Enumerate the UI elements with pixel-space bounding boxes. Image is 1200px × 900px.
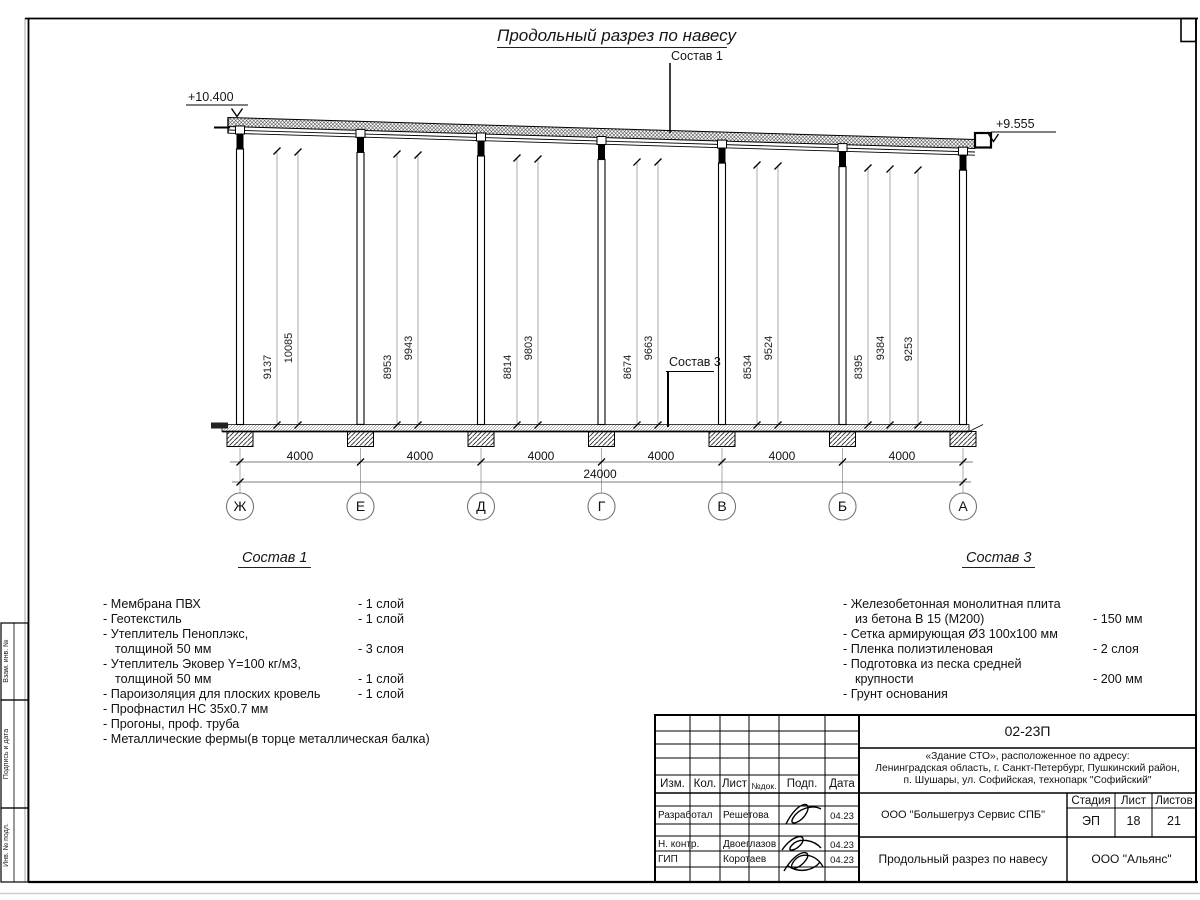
axis-label: Г: [597, 498, 606, 514]
staff-role: Разработал: [658, 810, 713, 821]
callout-sostav3: Состав 3: [669, 355, 721, 369]
list-item: - Утеплитель Пеноплэкс,: [103, 627, 249, 641]
callout-sostav1: Состав 1: [671, 49, 723, 63]
col-ndok: №док.: [751, 781, 777, 791]
vdim-value: 9384: [875, 335, 887, 361]
sostav3-title: Состав 3: [962, 550, 1035, 568]
col-data: Дата: [829, 778, 855, 790]
staff-name: Решетова: [723, 810, 769, 821]
axis-label: Д: [476, 498, 486, 514]
vdim-value: 9663: [643, 335, 655, 361]
list-item: толщиной 50 мм - 1 слой: [115, 672, 405, 686]
list-item: толщиной 50 мм - 3 слоя: [115, 642, 404, 656]
sheets-value: 21: [1167, 814, 1181, 828]
margin-label: Взам. инв. №: [3, 639, 10, 683]
staff-name: Коротаев: [723, 854, 767, 865]
sheet-label: Лист: [1121, 795, 1146, 807]
col-izm: Изм.: [660, 778, 685, 790]
vdim-value: 9803: [523, 335, 535, 361]
signatures: [782, 805, 823, 871]
vdim-value: 8814: [502, 354, 514, 380]
list-item: - Прогоны, проф. труба: [103, 717, 240, 731]
project-line: «Здание СТО», расположенное по адресу:: [925, 751, 1130, 762]
total-dim: 24000: [583, 467, 617, 481]
sheet-title: Продольный разрез по навесу: [878, 852, 1048, 866]
bay-dim: 4000: [406, 449, 434, 463]
axis-label: В: [717, 498, 727, 514]
list-item: - Сетка армирующая Ø3 100х100 мм: [843, 627, 1058, 641]
list-item: - Пароизоляция для плоских кровель - 1 слой: [103, 687, 405, 701]
col-podp: Подп.: [786, 778, 818, 790]
col-kol: Кол.: [693, 778, 717, 790]
list-item: - Грунт основания: [843, 687, 948, 701]
vdim-value: 9137: [262, 354, 274, 380]
list-item: - Мембрана ПВХ - 1 слой: [103, 597, 405, 611]
staff-date: 04.23: [830, 840, 854, 851]
callout-leaders: [666, 63, 714, 427]
bay-dim: 4000: [888, 449, 916, 463]
project-line: Ленинградская область, г. Санкт-Петербург, Пушкинский район,: [875, 763, 1180, 774]
staff-role: Н. контр.: [658, 839, 700, 850]
staff-date: 04.23: [830, 855, 854, 866]
axis-label: Б: [837, 498, 848, 514]
list-item: крупности - 200 мм: [855, 672, 1143, 686]
company-name: ООО "Альянс": [1091, 852, 1172, 866]
sheets-label: Листов: [1155, 795, 1193, 807]
list-item: - Утеплитель Эковер Y=100 кг/м3,: [103, 657, 301, 671]
org-name: ООО "Большегруз Сервис СПБ": [880, 809, 1046, 821]
vdim-value: 10085: [283, 332, 295, 364]
list-item: из бетона В 15 (М200) - 150 мм: [855, 612, 1143, 626]
stage-value: ЭП: [1082, 814, 1100, 828]
list-item: - Подготовка из песка средней: [843, 657, 1022, 671]
margin-label: Подпись и дата: [3, 728, 10, 780]
list-item: - Геотекстиль - 1 слой: [103, 612, 405, 626]
list-item: - Железобетонная монолитная плита: [843, 597, 1061, 611]
list-item: - Профнастил НС 35х0.7 мм: [103, 702, 269, 716]
staff-role: ГИП: [658, 854, 678, 865]
vdim-value: 8534: [742, 354, 754, 380]
bay-dim: 4000: [768, 449, 796, 463]
bay-dim: 4000: [527, 449, 555, 463]
vdim-value: 9524: [763, 335, 775, 361]
elevation-left: +10.400: [188, 90, 234, 104]
stage-label: Стадия: [1071, 795, 1111, 807]
vdim-value: 9943: [403, 335, 415, 361]
bay-dim: 4000: [286, 449, 314, 463]
axis-label: А: [958, 498, 968, 514]
project-line: п. Шушары, ул. Софийская, технопарк "Софийский": [903, 775, 1152, 786]
list-item: - Металлические фермы(в торце металлическая балка): [103, 732, 430, 746]
list-item: - Пленка полиэтиленовая - 2 слоя: [843, 642, 1139, 656]
axis-label: Ж: [233, 498, 247, 514]
vdim-value: 8674: [622, 354, 634, 380]
staff-date: 04.23: [830, 811, 854, 822]
vdim-value: 9253: [903, 336, 915, 362]
bay-dim: 4000: [647, 449, 675, 463]
drawing-title: Продольный разрез по навесу: [497, 26, 727, 48]
axis-label: Е: [355, 498, 366, 514]
vdim-value: 8953: [382, 354, 394, 380]
sheet-value: 18: [1126, 814, 1141, 828]
margin-label: Инв. № подл.: [3, 823, 10, 867]
footings: [227, 432, 976, 447]
doc-number: 02-23П: [1004, 723, 1051, 739]
elevation-right: +9.555: [996, 117, 1035, 131]
staff-name: Двоеглазов: [723, 839, 777, 850]
vdim-value: 8395: [853, 354, 865, 380]
col-list: Лист: [722, 778, 747, 790]
sostav1-title: Состав 1: [238, 550, 311, 568]
